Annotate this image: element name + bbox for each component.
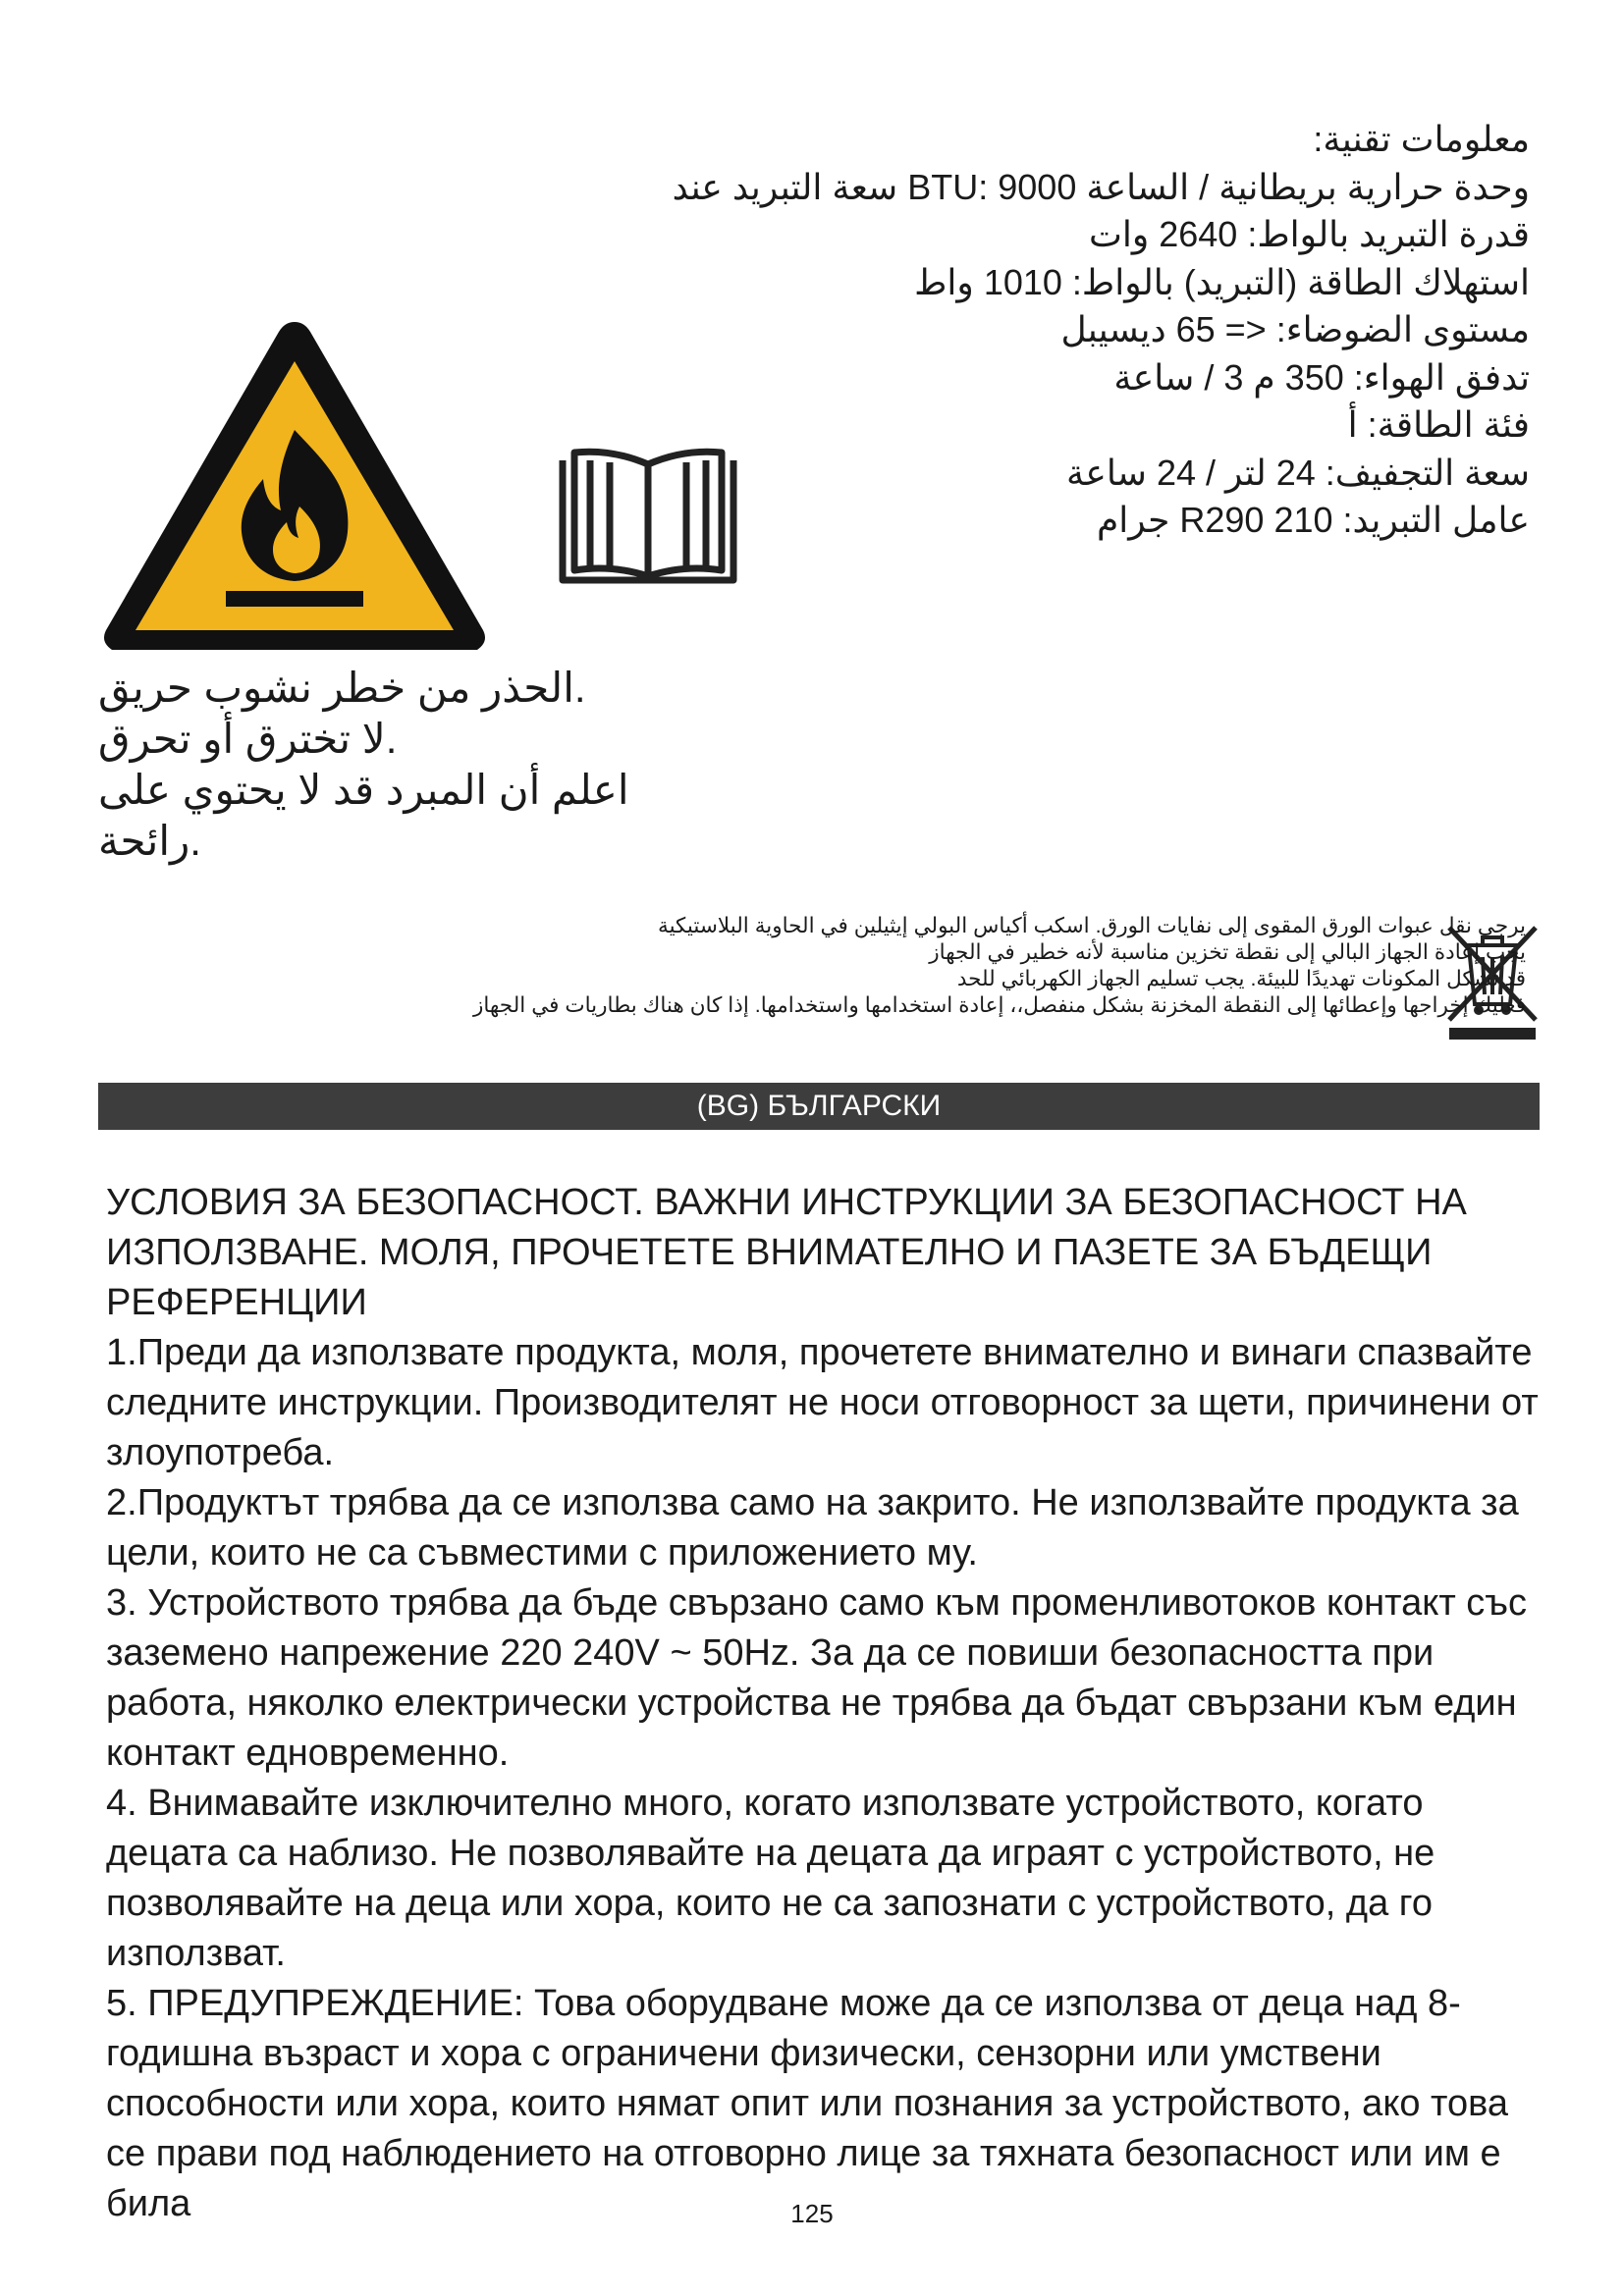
recycling-line-4: فعليك إخراجها وإعطائها إلى النقطة المخزنة بشكل منفصل،، إعادة استخدامها واستخدامها. إذا كان هناك بطاريات في الجهاز [472,993,1526,1017]
recycling-line-3: قد تشكل المكونات تهديدًا للبيئة. يجب تسليم الجهاز الكهربائي للحد [956,967,1526,990]
instruction-3: 3. Устройството трябва да бъде свързано само към променливотоков контакт със заземено напрежение 220 240V ~ 50Hz. За да се повиши безопасността при работа, няколко електрически устройства не трябва да бъдат свързани към един контакт едновременно. [106,1582,1528,1774]
instruction-4: 4. Внимавайте изключително много, когато използвате устройството, когато децата са наблизо. Не позволявайте на децата да играят с устройството, не позволявайте на деца или хора, които не са запознати с устройството, да го използват. [106,1783,1435,1974]
tech-info-cooling-capacity-watt: قدرة التبريد بالواط: 2640 وات [1088,214,1530,254]
warning-do-not-pierce: لا تخترق أو تحرق. [98,716,398,762]
recycling-info [387,913,1526,1019]
tech-info-energy-class: فئة الطاقة: أ [1347,404,1530,445]
warning-refrigerant-odor: اعلم أن المبرد قد لا يحتوي على رائحة. [98,767,629,864]
read-manual-icon [555,447,741,594]
page-number: 125 [790,2199,834,2228]
instruction-1: 1.Преди да използвате продукта, моля, прочетете внимателно и винаги спазвайте следните инструкции. Производителят не носи отговорност за щети, причинени от злоупотреба. [106,1332,1539,1473]
tech-info-refrigerant: عامل التبريد: R290 210 جرام [1096,500,1530,540]
warning-fire-risk: الحذر من خطر نشوب حريق. [98,665,586,711]
recycling-line-1: يرجى نقل عبوات الورق المقوى إلى نفايات الورق. اسكب أكياس البولي إيثيلين في الحاوية البلاستيكية [658,914,1526,937]
tech-info-noise-level: مستوى الضوضاء: <= 65 ديسيبل [1060,309,1530,349]
recycling-line-2: يجب إعادة الجهاز البالي إلى نقطة تخزين مناسبة لأنه خطير في الجهاز [929,940,1526,964]
instruction-2: 2.Продуктът трябва да се използва само на закрито. Не използвайте продукта за цели, които не са съвместими с приложението му. [106,1482,1519,1574]
flammable-warning-icon [98,314,491,658]
tech-info-dehumidifying-capacity: سعة التجفيف: 24 لتر / 24 ساعة [1066,452,1530,493]
tech-info-cooling-capacity-btu: وحدة حرارية بريطانية / الساعة 9000 :BTU سعة التبريد عند [672,166,1530,207]
instruction-5: 5. ПРЕДУПРЕЖДЕНИЕ: Това оборудване може да се използва от деца над 8-годишна възраст и хора с ограничени физически, сензорни или умствени способности или хора, които нямат опит или познания за устройството, ако това се прави под наблюдението на отговорно лице за тяхната безопасност или им е била [106,1983,1509,2224]
safety-heading: УСЛОВИЯ ЗА БЕЗОПАСНОСТ. ВАЖНИ ИНСТРУКЦИИ ЗА БЕЗОПАСНОСТ НА ИЗПОЛЗВАНЕ. МОЛЯ, ПРОЧЕТЕТЕ ВНИМАТЕЛНО И ПАЗЕТЕ ЗА БЪДЕЩИ РЕФЕРЕНЦИИ [106,1182,1467,1323]
tech-info-power-consumption: استهلاك الطاقة (التبريد) بالواط: 1010 واط [914,261,1530,302]
tech-info-title: معلومات تقنية: [1313,119,1530,159]
language-header: (BG) БЪЛГАРСКИ [98,1083,1540,1130]
bulgarian-safety-instructions [106,1178,1540,2229]
flammable-warnings [98,663,687,867]
tech-info-air-flow: تدفق الهواء: 350 م 3 / ساعة [1113,356,1530,398]
